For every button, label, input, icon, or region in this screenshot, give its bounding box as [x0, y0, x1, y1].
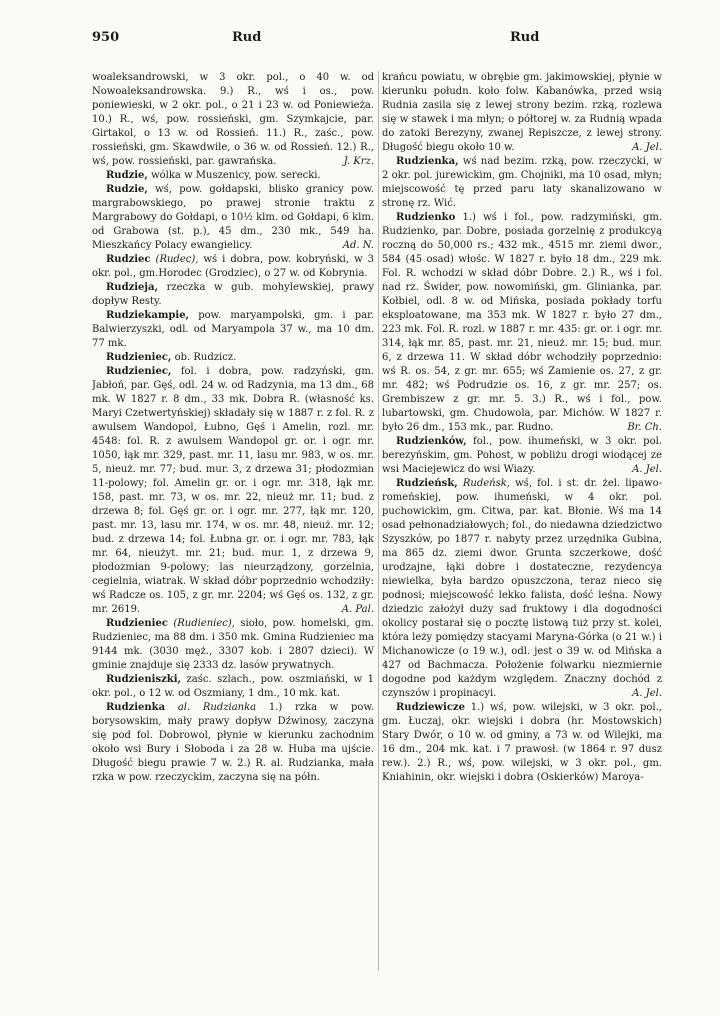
entry-text: 1.) wś, pow. wilejski, w 3 okr. pol., gm. Łuczaj, okr. wiejski i dobra (hr. Mostowskich) Stary Dwór, o 10 w. od gminy, a 73 w. od Wilejki, ma 16 dm., 204 mk. kat. i 7 prawosł. (w 1864 r. 97 dusz rew.). 2.) R., wś, pow. wilejski, w 3 okr. pol., gm. Kniahinin, okr. wiejski i dobra (Oskierków) Maroya- [382, 702, 662, 783]
right-running-head: Rud [510, 30, 540, 45]
entry-variant: al. Rudzianka [177, 702, 257, 713]
entry-text: rzeczka w gub. mohylewskiej, prawy dopływ Resty. [92, 282, 374, 307]
dictionary-entry [382, 477, 662, 701]
dictionary-entry [92, 673, 374, 701]
entry-text: wś i dobra, pow. kobryński, w 3 okr. pol., gm.Horodec (Grodziec), o 27 w. od Kobrynia. [92, 254, 374, 279]
dictionary-entry [92, 71, 374, 169]
entry-text: woaleksandrowski, w 3 okr. pol., o 40 w. od Nowoaleksandrowska. 9.) R., wś i os., pow. poniewieski, w 2 okr. pol., o 21 i 23 w. od Poniewieża. 10.) R., wś, pow. rossieński, gm. Szymkajcie, par. Girtakol, o 13 w. od Rossień. 11.) R., zaśc., pow. rossieński, gm. Skawdwile, o 36 w. od Rossień. 12.) R., wś, pow. rossieński, par. gawrańska. [92, 72, 374, 167]
entry-headword: Rudzienko [396, 212, 456, 223]
entry-author: Ad. N. [342, 240, 374, 251]
entry-headword: Rudzieniszki, [106, 674, 181, 685]
dictionary-entry [382, 701, 662, 785]
entry-headword: Rudzie, [106, 184, 148, 195]
dictionary-entry [92, 365, 374, 617]
entry-text: zaśc. szlach., pow. oszmiański, w 1 okr. pol., o 12 w. od Oszmiany, 1 dm., 10 mk. kat. [92, 674, 374, 699]
entry-headword: Rudzieniec [106, 618, 168, 629]
dictionary-entry [92, 701, 374, 785]
entry-variant: (Rudieniec), [173, 618, 235, 629]
entry-text: wś, fol. i st. dr. żel. lipawo-romeńskiej, pow. ihumeński, w 4 okr. pol. puchowickim, gm. Citwa, par. kat. Błonie. Wś ma 14 osad pełnonadziałowych; fol., do niedawna dziedzictwo Szyszków, po 1877 r. nabyty przez urzędnika Gubina, ma 865 dz. ziemi dwor. Grunta szczerkowe, dość urodzajne, łąki dobre i dostateczne, rezydencya niewielka, była bardzo opuszczona, teraz nieco się podnosi; miejscowość lekko falista, dość leśna. Nowy dziedzic założył duży sad fruktowy i dla dogodności okolicy postarał się o pocztę listową tuż przy st. kolei, która leży pomiędzy stacyami Maryna-Górka (o 21 w.) i Michanowicze (o 19 w.), odl. jest o 39 w. od Mińska a 427 od Bachmacza. Położenie folwarku niezmiernie dogodne pod każdym względem. Znaczny dochód z czynszów i propinacyi. [382, 478, 662, 699]
running-header [92, 30, 662, 50]
left-running-head: Rud [232, 30, 262, 45]
entry-author: A. Jel. [632, 142, 662, 153]
entry-text: wś, pow. gołdapski, blisko granicy pow. margrabowskiego, po prawej stronie traktu z Margrabowy do Gołdapi, o 10½ klm. od Gołdapi, 6 klm. od Grabowa (st. p.), 45 dm., 230 mk., 549 ha. Mieszkańcy Polacy ewangielicy. [92, 184, 374, 251]
column-divider [378, 71, 379, 971]
entry-author: J. Krz. [343, 156, 374, 167]
entry-text: 1.) rzka w pow. borysowskim, mały prawy dopływ Dźwinosy, zaczyna się pod fol. Dobrowol, płynie w kierunku zachodnim około wsi Bury i Słoboda i za 28 w. Huba ma ujście. Długość biegu prawie 7 w. 2.) R. al. Rudzianka, mała rzka w pow. rzeczyckim, zaczyna się na półn. [92, 702, 374, 783]
entry-text: 1.) wś i fol., pow. radzymiński, gm. Rudzienko, par. Dobre, posiada gorzelnię z produkcyą roczną do 50,000 rs.; 432 mk., 4515 mr. ziemi dwor., 584 (45 osad) włośc. W 1827 r. było 18 dm., 229 mk. Fol. R. wchodzi w skład dóbr Dobre. 2.) R., wś i fol. nad rz. Świder, pow. nowomiński, gm. Glinianka, par. Kołbiel, odl. 8 w. od Mińska, posiada pokłady torfu eksploatowane, ma 353 mk. W 1827 r. było 27 dm., 223 mk. Fol. R. rozl. w 1887 r. mr. 435: gr. or. i ogr. mr. 314, łąk mr. 85, past. mr. 21, nieuż. mr. 15; bud. mur. 6, z drzewa 11. W skład dóbr wchodziły poprzednio: wś R. os. 54, z gr. mr. 655; wś Zamienie os. 27, z gr. mr. 482; wś Podrudzie os. 16, z gr. mr. 257; os. Grembiszew z gr. mr. 5. 3.) R., wś i fol., pow. lubartowski, gm. Chudowola, par. Michów. W 1827 r. było 26 dm., 153 mk., par. Rudno. [382, 212, 662, 433]
entry-text: wś nad bezim. rzką, pow. rzeczycki, w 2 okr. pol. jurewickim, gm. Chojniki, ma 10 osad, młyn; miejscowość tę przed paru laty skanalizowano w stronę rz. Wić. [382, 156, 662, 209]
dictionary-entry [382, 71, 662, 155]
entry-author: A. Jel. [632, 688, 662, 699]
dictionary-entry [382, 211, 662, 435]
entry-headword: Rudziewicze [396, 702, 465, 713]
entry-variant: (Rudec), [155, 254, 199, 265]
entry-headword: Rudzienków, [396, 436, 467, 447]
entry-text: fol., pow. ihumeński, w 3 okr. pol. berezyńskim, gm. Pohost, w pobliżu drogi wiodącej ze wsi Maciejewicz do wsi Wiazy. [382, 436, 662, 475]
dictionary-entry [92, 309, 374, 351]
entry-text: ob. Rudzicz. [174, 352, 237, 363]
dictionary-entry [92, 617, 374, 673]
entry-author: A. Jel. [632, 464, 662, 475]
entry-text: wólka w Muszenicy, pow. serecki. [151, 170, 321, 181]
entry-text: krańcu powiatu, w obrębie gm. jakimowskiej, płynie w kierunku połudn. koło folw. Kabanówka, przed wsią Rudnia zasila się z lewej strony bezim. rzką, rozlewa się w stawek i ma młyn; o półtorej w. za Rudnią wpada do zatoki Berezyny, zwanej Repiszcze, z lewej strony. Długość biegu około 10 w. [382, 72, 662, 153]
right-column [382, 71, 662, 976]
dictionary-entry [382, 155, 662, 211]
entry-headword: Rudziec [106, 254, 151, 265]
entry-headword: Rudziejа, [106, 282, 158, 293]
dictionary-entry [92, 281, 374, 309]
entry-headword: Rudzienka [106, 702, 166, 713]
page-number: 950 [92, 30, 120, 45]
entry-headword: Rudzieniec, [106, 366, 172, 377]
entry-headword: Rudzieńsk, [396, 478, 458, 489]
dictionary-entry [92, 351, 374, 365]
entry-text: fol. i dobra, pow. radzyński, gm. Jabłoń, par. Gęś, odl. 24 w. od Radzynia, ma 13 dm., 68 mk. W 1827 r. 8 dm., 33 mk. Dobra R. (własność ks. Maryi Czetwertyńskiej) składały się w 1887 r. z fol. R. z awulsem Wandopol, Łubno, Gęś i Amelin, rozl. mr. 4548: fol. R. z awulsem Wandopol gr. or. i ogr. mr. 1050, łąk mr. 329, past. mr. 11, lasu mr. 983, w os. mr. 5, nieuż. mr. 77; bud. mur. 3, z drzewa 31; płodozmian 11-polowy; fol. Amelin gr. or. i ogr. mr. 318, łąk mr. 158, past. mr. 73, w os. mr. 22, nieuż mr. 11; bud. z drzewa 8; fol. Gęś gr. or. i ogr. mr. 277, łąk mr. 120, past. mr. 13, lasu mr. 174, w os. mr. 48, nieuż. mr. 12; bud. z drzewa 14; fol. Łubna gr. or. i ogr. mr. 783, łąk mr. 64, nieużyt. mr. 21; bud. mur. 1, z drzewa 9, płodozmian 9-polowy; las nieurządzony, gorzelnia, cegielnia, wiatrak. W skład dóbr poprzednio wchodziły: wś Radcze os. 105, z gr. mr. 2204; wś Gęś os. 132, z gr. mr. 2619. [92, 366, 374, 615]
entry-variant: Rudeńsk, [462, 478, 510, 489]
entry-headword: Rudziekampie, [106, 310, 190, 321]
entry-text: sioło, pow. homelski, gm. Rudzieniec, ma 88 dm. i 350 mk. Gmina Rudzieniec ma 9144 mk. (3030 męż., 3307 kob. i 2807 dzieci). W gminie znajduje się 2333 dz. lasów prywatnych. [92, 618, 374, 671]
entry-text: pow. maryampolski, gm. i par. Balwierzyszki, odl. od Maryampola 37 w., ma 10 dm. 77 mk. [92, 310, 374, 349]
dictionary-entry [92, 253, 374, 281]
dictionary-entry [382, 435, 662, 477]
entry-headword: Rudzienka, [396, 156, 459, 167]
left-column [92, 71, 374, 976]
entry-author: Br. Ch. [627, 422, 662, 433]
dictionary-entry [92, 169, 374, 183]
entry-headword: Rudzie, [106, 170, 148, 181]
dictionary-entry [92, 183, 374, 253]
entry-author: A. Pal. [341, 604, 374, 615]
entry-headword: Rudzieniec, [106, 352, 172, 363]
